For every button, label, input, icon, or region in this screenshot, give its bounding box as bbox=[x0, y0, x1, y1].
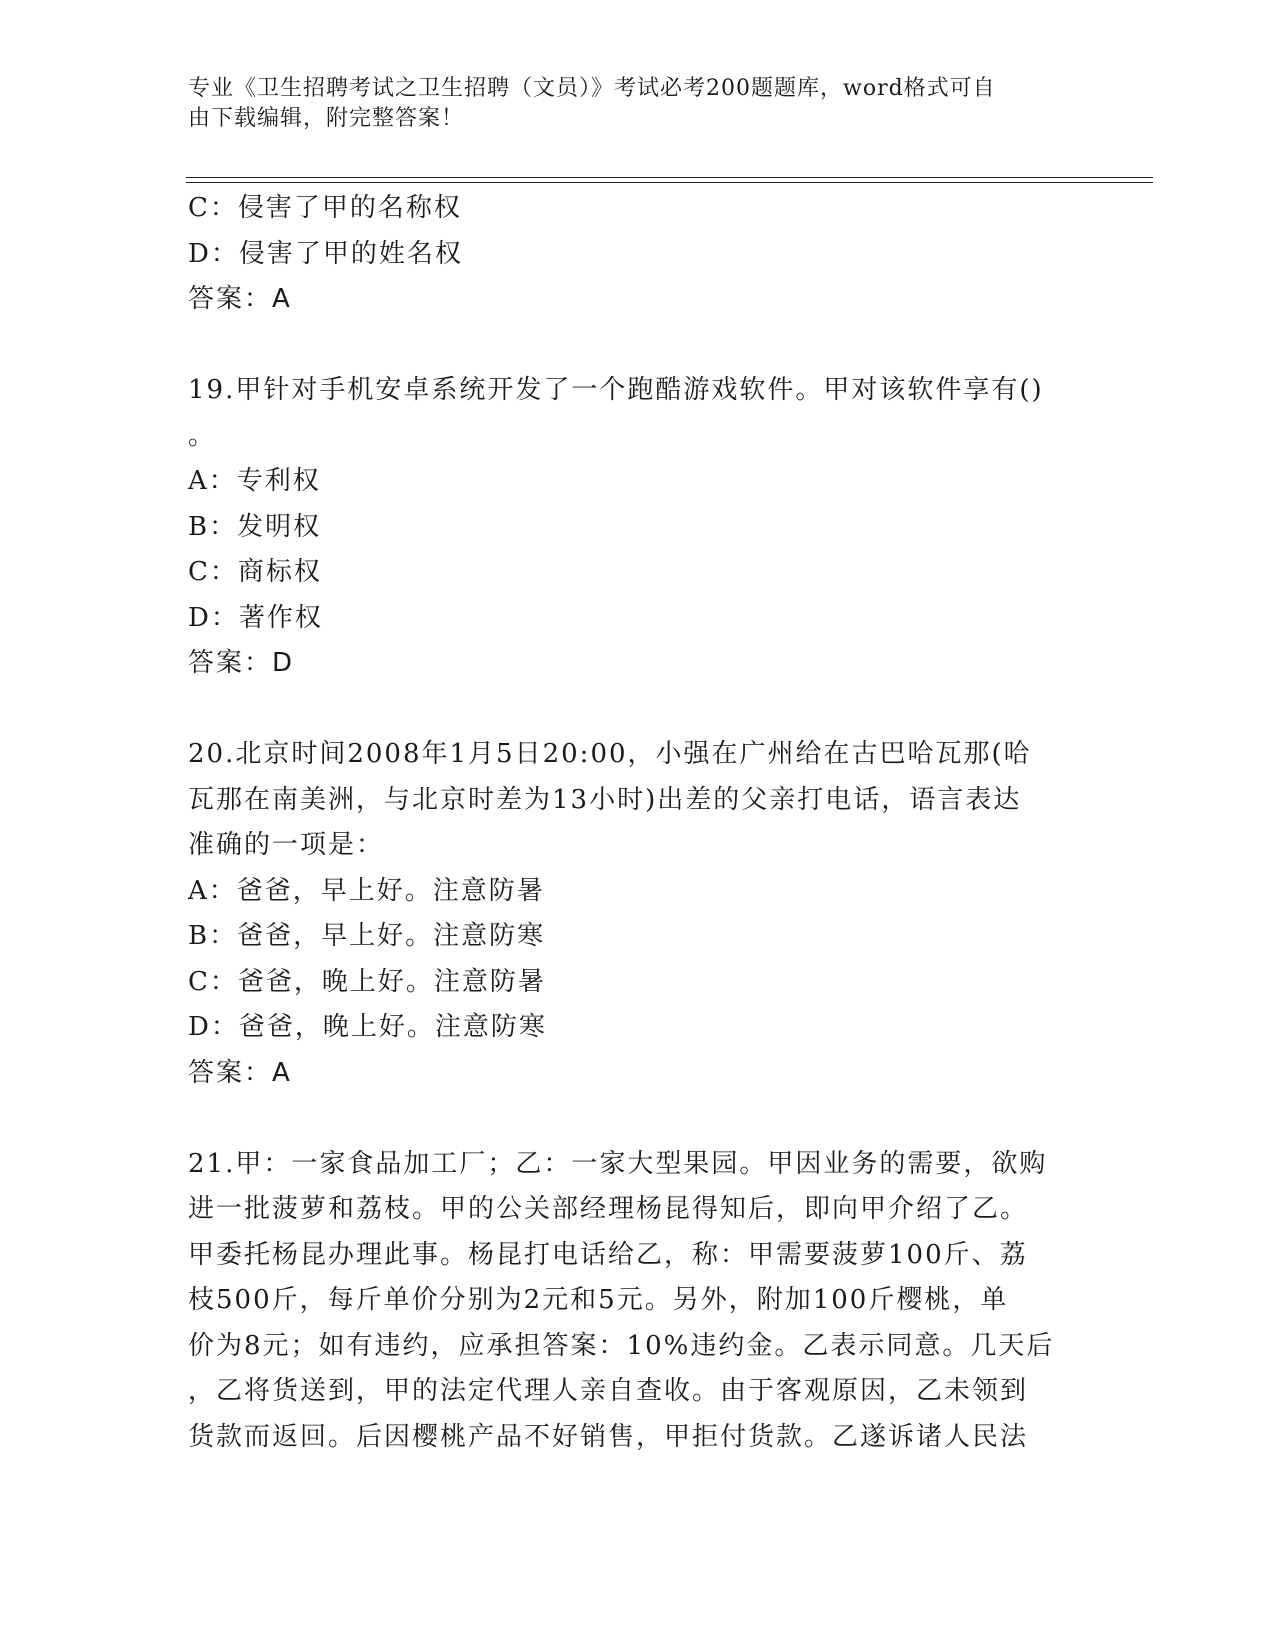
option-c: C：爸爸，晚上好。注意防暑 bbox=[188, 966, 546, 997]
header-line-2: 由下载编辑，附完整答案！ bbox=[188, 106, 465, 131]
question-text-line: 甲委托杨昆办理此事。杨昆打电话给乙，称：甲需要菠萝100斤、荔 bbox=[188, 1239, 1028, 1270]
header-divider-top bbox=[186, 177, 1153, 178]
question-text-line: 20.北京时间2008年1月5日20:00，小强在广州给在古巴哈瓦那(哈 bbox=[188, 739, 1032, 769]
document-header bbox=[188, 74, 1068, 134]
question-text-line: 货款而返回。后因樱桃产品不好销售，甲拒付货款。乙遂诉诸人民法 bbox=[188, 1421, 1029, 1452]
question-text-line: 。 bbox=[188, 420, 217, 451]
question-18-tail bbox=[188, 186, 1068, 323]
spacer bbox=[188, 1096, 1068, 1142]
answer: 答案：A bbox=[188, 284, 292, 314]
question-19 bbox=[188, 368, 1068, 687]
question-20 bbox=[188, 732, 1068, 1096]
option-b: B：爸爸，早上好。注意防寒 bbox=[188, 921, 546, 951]
question-text-line: 21.甲：一家食品加工厂；乙：一家大型果园。甲因业务的需要，欲购 bbox=[188, 1148, 1048, 1179]
header-divider-bottom bbox=[186, 182, 1153, 183]
question-text-line: 瓦那在南美洲，与北京时差为13小时)出差的父亲打电话，语言表达 bbox=[188, 784, 1022, 815]
option-b: B：发明权 bbox=[188, 511, 322, 542]
answer: 答案：D bbox=[188, 648, 295, 678]
question-text-line: 准确的一项是： bbox=[188, 830, 385, 860]
document-body bbox=[188, 186, 1068, 1460]
question-text-line: 19.甲针对手机安卓系统开发了一个跑酷游戏软件。甲对该软件享有() bbox=[188, 375, 1044, 405]
spacer bbox=[188, 323, 1068, 369]
spacer bbox=[188, 687, 1068, 733]
option-c: C：商标权 bbox=[188, 557, 322, 587]
option-a: A：爸爸，早上好。注意防暑 bbox=[188, 875, 545, 906]
question-21 bbox=[188, 1142, 1068, 1461]
option-d: D：侵害了甲的姓名权 bbox=[188, 238, 463, 269]
option-a: A：专利权 bbox=[188, 466, 321, 496]
option-d: D：爸爸，晚上好。注意防寒 bbox=[188, 1012, 547, 1042]
question-text-line: 进一批菠萝和荔枝。甲的公关部经理杨昆得知后，即向甲介绍了乙。 bbox=[188, 1194, 1029, 1224]
question-text-line: ，乙将货送到，甲的法定代理人亲自查收。由于客观原因，乙未领到 bbox=[188, 1376, 1029, 1406]
option-d: D：著作权 bbox=[188, 602, 323, 633]
header-line-1: 专业《卫生招聘考试之卫生招聘（文员）》考试必考200题题库，word格式可自 bbox=[188, 76, 996, 101]
question-text-line: 枝500斤，每斤单价分别为2元和5元。另外，附加100斤樱桃，单 bbox=[188, 1285, 1009, 1315]
answer: 答案：A bbox=[188, 1057, 292, 1088]
option-c: C：侵害了甲的名称权 bbox=[188, 193, 462, 223]
question-text-line: 价为8元；如有违约，应承担答案：10%违约金。乙表示同意。几天后 bbox=[188, 1330, 1055, 1361]
